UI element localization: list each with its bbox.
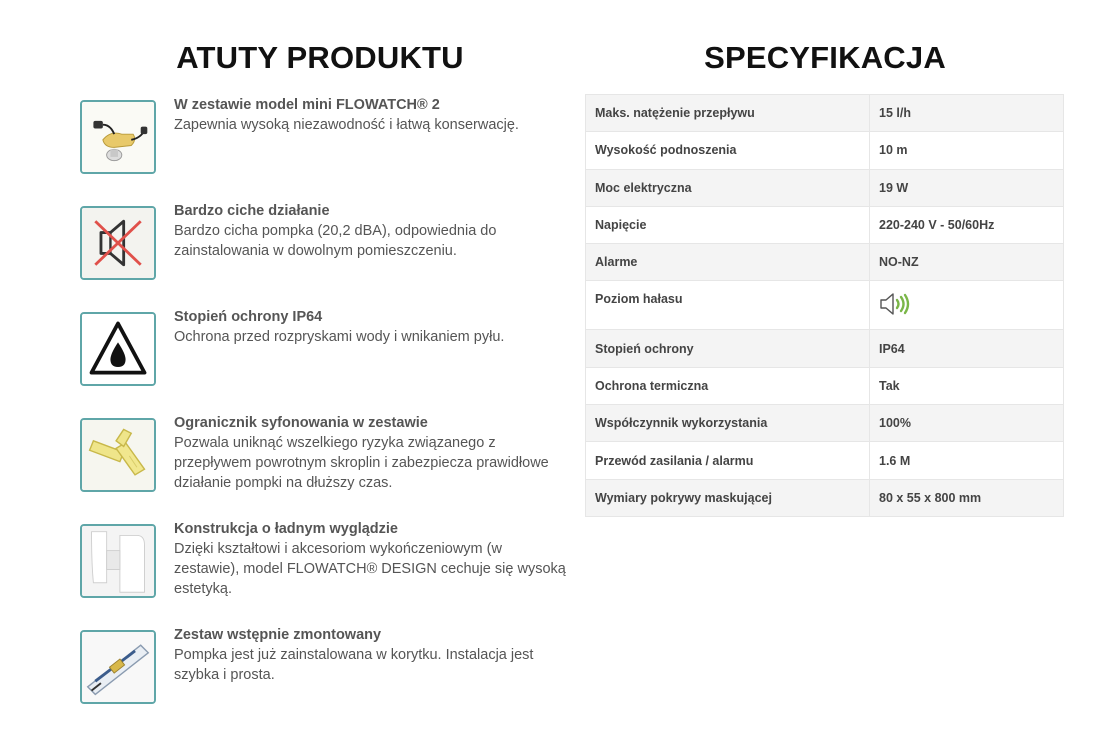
spec-row [586,330,1064,367]
water-drop-warning-icon [80,312,156,386]
spec-row [586,442,1064,479]
feature-title: Konstrukcja o ładnym wyglądzie [174,521,398,537]
spec-label: Maks. natężenie przepływu [586,95,870,132]
spec-row [586,281,1064,330]
feature-item [80,415,570,498]
spec-row [586,244,1064,281]
feature-item [80,97,570,180]
spec-value [870,281,1064,330]
spec-value: 19 W [870,169,1064,206]
feature-description-line: zestawie), model FLOWATCH® DESIGN cechuje się wysoką [174,561,566,577]
feature-item [80,521,570,604]
feature-description-line: Pompka jest już zainstalowana w korytku. Instalacja jest [174,647,534,663]
feature-title: Ogranicznik syfonowania w zestawie [174,415,428,431]
spec-row [586,405,1064,442]
spec-value: 80 x 55 x 800 mm [870,479,1064,516]
spec-label: Alarme [586,244,870,281]
feature-description-line: Dzięki kształtowi i akcesoriom wykończeniowym (w [174,541,502,557]
spec-label: Stopień ochrony [586,330,870,367]
spec-value: NO-NZ [870,244,1064,281]
spec-value: 100% [870,405,1064,442]
spec-row [586,95,1064,132]
spec-label: Moc elektryczna [586,169,870,206]
spec-value: Tak [870,367,1064,404]
speaker-low-noise-icon [879,292,913,319]
feature-title: W zestawie model mini FLOWATCH® 2 [174,97,440,113]
specification-heading: SPECYFIKACJA [704,40,946,75]
cover-design-icon [80,524,156,598]
feature-description-line: przepływem powrotnym skroplin i zabezpiecza prawidłowe [174,455,549,471]
spec-label: Wysokość podnoszenia [586,132,870,169]
spec-value: IP64 [870,330,1064,367]
feature-description-line: działanie pompki na dłuższy czas. [174,475,393,491]
features-heading: ATUTY PRODUKTU [176,40,464,75]
feature-description-line: estetyką. [174,581,233,597]
feature-description-line: Pozwala uniknąć wszelkiego ryzyka związanego z [174,435,496,451]
feature-description-line: Bardzo cicha pompka (20,2 dBA), odpowiednia do [174,223,497,239]
spec-label: Współczynnik wykorzystania [586,405,870,442]
feature-item [80,309,570,392]
pump-kit-icon [80,100,156,174]
spec-label: Poziom hałasu [586,281,870,330]
spec-row [586,169,1064,206]
feature-title: Stopień ochrony IP64 [174,309,323,325]
specification-table [585,94,1064,517]
feature-description-line: szybka i prosta. [174,667,275,683]
feature-title: Bardzo ciche działanie [174,203,330,219]
spec-label: Ochrona termiczna [586,367,870,404]
feature-title: Zestaw wstępnie zmontowany [174,627,382,643]
feature-description-line: Ochrona przed rozpryskami wody i wnikaniem pyłu. [174,329,505,345]
spec-label: Napięcie [586,206,870,243]
spec-row [586,206,1064,243]
feature-item [80,627,570,710]
feature-description-line: Zapewnia wysoką niezawodność i łatwą konserwację. [174,117,519,133]
spec-label: Wymiary pokrywy maskującej [586,479,870,516]
spec-value: 220-240 V - 50/60Hz [870,206,1064,243]
spec-row [586,367,1064,404]
spec-row [586,479,1064,516]
feature-item [80,203,570,286]
anti-siphon-fitting-icon [80,418,156,492]
preassembled-trunking-icon [80,630,156,704]
spec-value: 15 l/h [870,95,1064,132]
spec-value: 10 m [870,132,1064,169]
spec-value: 1.6 M [870,442,1064,479]
spec-label: Przewód zasilania / alarmu [586,442,870,479]
speaker-muted-icon [80,206,156,280]
spec-row [586,132,1064,169]
feature-description-line: zainstalowania w dowolnym pomieszczeniu. [174,243,457,259]
